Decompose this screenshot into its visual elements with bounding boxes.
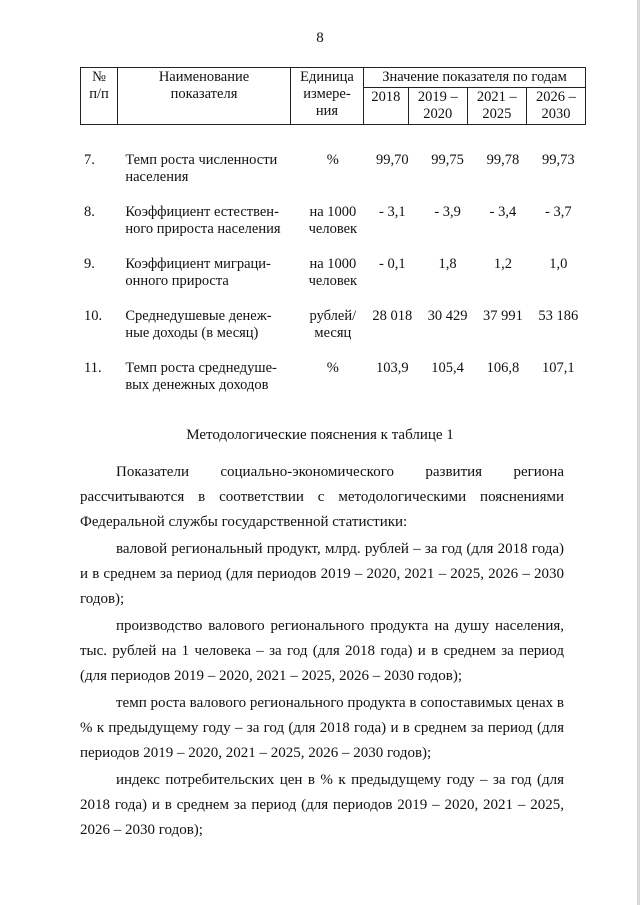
row-value-2021-2025: 99,78 — [486, 152, 520, 168]
row-value-2019-2020: 30 429 — [427, 308, 468, 324]
row-unit: на 1000 человек — [308, 204, 358, 237]
header-col-number: № п/п — [81, 68, 118, 125]
row-value-2026-2030: 99,73 — [541, 152, 575, 168]
row-value-2018: 103,9 — [375, 360, 409, 376]
row-unit: % — [326, 152, 339, 168]
header-year-2026-2030: 2026 – 2030 — [526, 88, 585, 125]
header-col-name: Наименование показателя — [118, 68, 291, 125]
row-value-2026-2030: 1,0 — [549, 256, 568, 272]
row-unit: рублей/ месяц — [309, 308, 357, 341]
row-name: Коэффициент естествен- ного прироста населения — [125, 204, 281, 237]
row-value-2019-2020: 105,4 — [431, 360, 464, 376]
row-number: 10. — [84, 308, 103, 324]
row-value-2026-2030: - 3,7 — [545, 204, 572, 220]
row-value-2021-2025: - 3,4 — [489, 204, 517, 220]
row-number: 9. — [84, 256, 95, 272]
row-value-2019-2020: 1,8 — [438, 256, 457, 272]
row-number: 7. — [84, 152, 95, 168]
header-values-group: Значение показателя по годам — [364, 68, 586, 88]
row-value-2026-2030: 107,1 — [541, 360, 575, 376]
row-number: 8. — [84, 204, 95, 220]
paragraph: индекс потребительских цен в % к предыдущему году – за год (для 2018 года) и в среднем за период (для периодов 2019 – 2020, 2021 – 2025, 2026 – 2030 годов); — [80, 772, 564, 838]
paragraph: производство валового регионального продукта на душу населения, тыс. рублей на 1 человека – за год (для 2018 года) и в среднем за период (для периодов 2019 – 2020, 2021 – 2025, 2026 – 2030 годов); — [80, 618, 564, 684]
header-year-2019-2020: 2019 – 2020 — [408, 88, 467, 125]
row-name: Темп роста среднедуше- вых денежных доходов — [125, 360, 277, 393]
row-value-2019-2020: 99,75 — [431, 152, 464, 168]
row-unit: % — [326, 360, 339, 376]
row-name: Темп роста численности населения — [125, 152, 278, 185]
row-number: 11. — [84, 360, 102, 376]
row-name: Среднедушевые денеж- ные доходы (в месяц) — [125, 308, 272, 341]
row-name: Коэффициент миграци- онного прироста — [125, 256, 271, 289]
table-row — [80, 360, 586, 412]
header-col-unit: Единица измере- ния — [291, 68, 364, 125]
table-header — [80, 67, 586, 125]
page-number: 8 — [316, 30, 324, 46]
table-body — [80, 152, 586, 412]
table-row — [80, 308, 586, 360]
row-value-2018: - 3,1 — [378, 204, 406, 220]
table-row — [80, 256, 586, 308]
table-row — [80, 204, 586, 256]
paragraph: темп роста валового регионального продукта в сопоставимых ценах в % к предыдущему году – за год (для 2018 года) и в среднем за период (для периодов 2019 – 2020, 2021 – 2025, 2026 – 2030 годов); — [80, 695, 564, 761]
paragraph: Показатели социально-экономического развития региона рассчитываются в соответствии с методологическими пояснениями Федеральной службы государственной статистики: — [80, 464, 564, 530]
row-value-2026-2030: 53 186 — [538, 308, 579, 324]
header-year-2018: 2018 — [364, 88, 409, 125]
row-unit: на 1000 человек — [308, 256, 358, 289]
row-value-2018: 28 018 — [372, 308, 413, 324]
row-value-2021-2025: 106,8 — [486, 360, 520, 376]
row-value-2018: - 0,1 — [378, 256, 406, 272]
section-title: Методологические пояснения к таблице 1 — [186, 427, 454, 443]
row-value-2021-2025: 1,2 — [493, 256, 512, 272]
row-value-2018: 99,70 — [375, 152, 409, 168]
body-text — [80, 456, 564, 843]
row-value-2019-2020: - 3,9 — [434, 204, 461, 220]
row-value-2021-2025: 37 991 — [483, 308, 523, 324]
header-year-2021-2025: 2021 – 2025 — [467, 88, 526, 125]
paragraph: валовой региональный продукт, млрд. рублей – за год (для 2018 года) и в среднем за период (для периодов 2019 – 2020, 2021 – 2025, 2026 – 2030 годов); — [80, 541, 564, 607]
table-row — [80, 152, 586, 204]
